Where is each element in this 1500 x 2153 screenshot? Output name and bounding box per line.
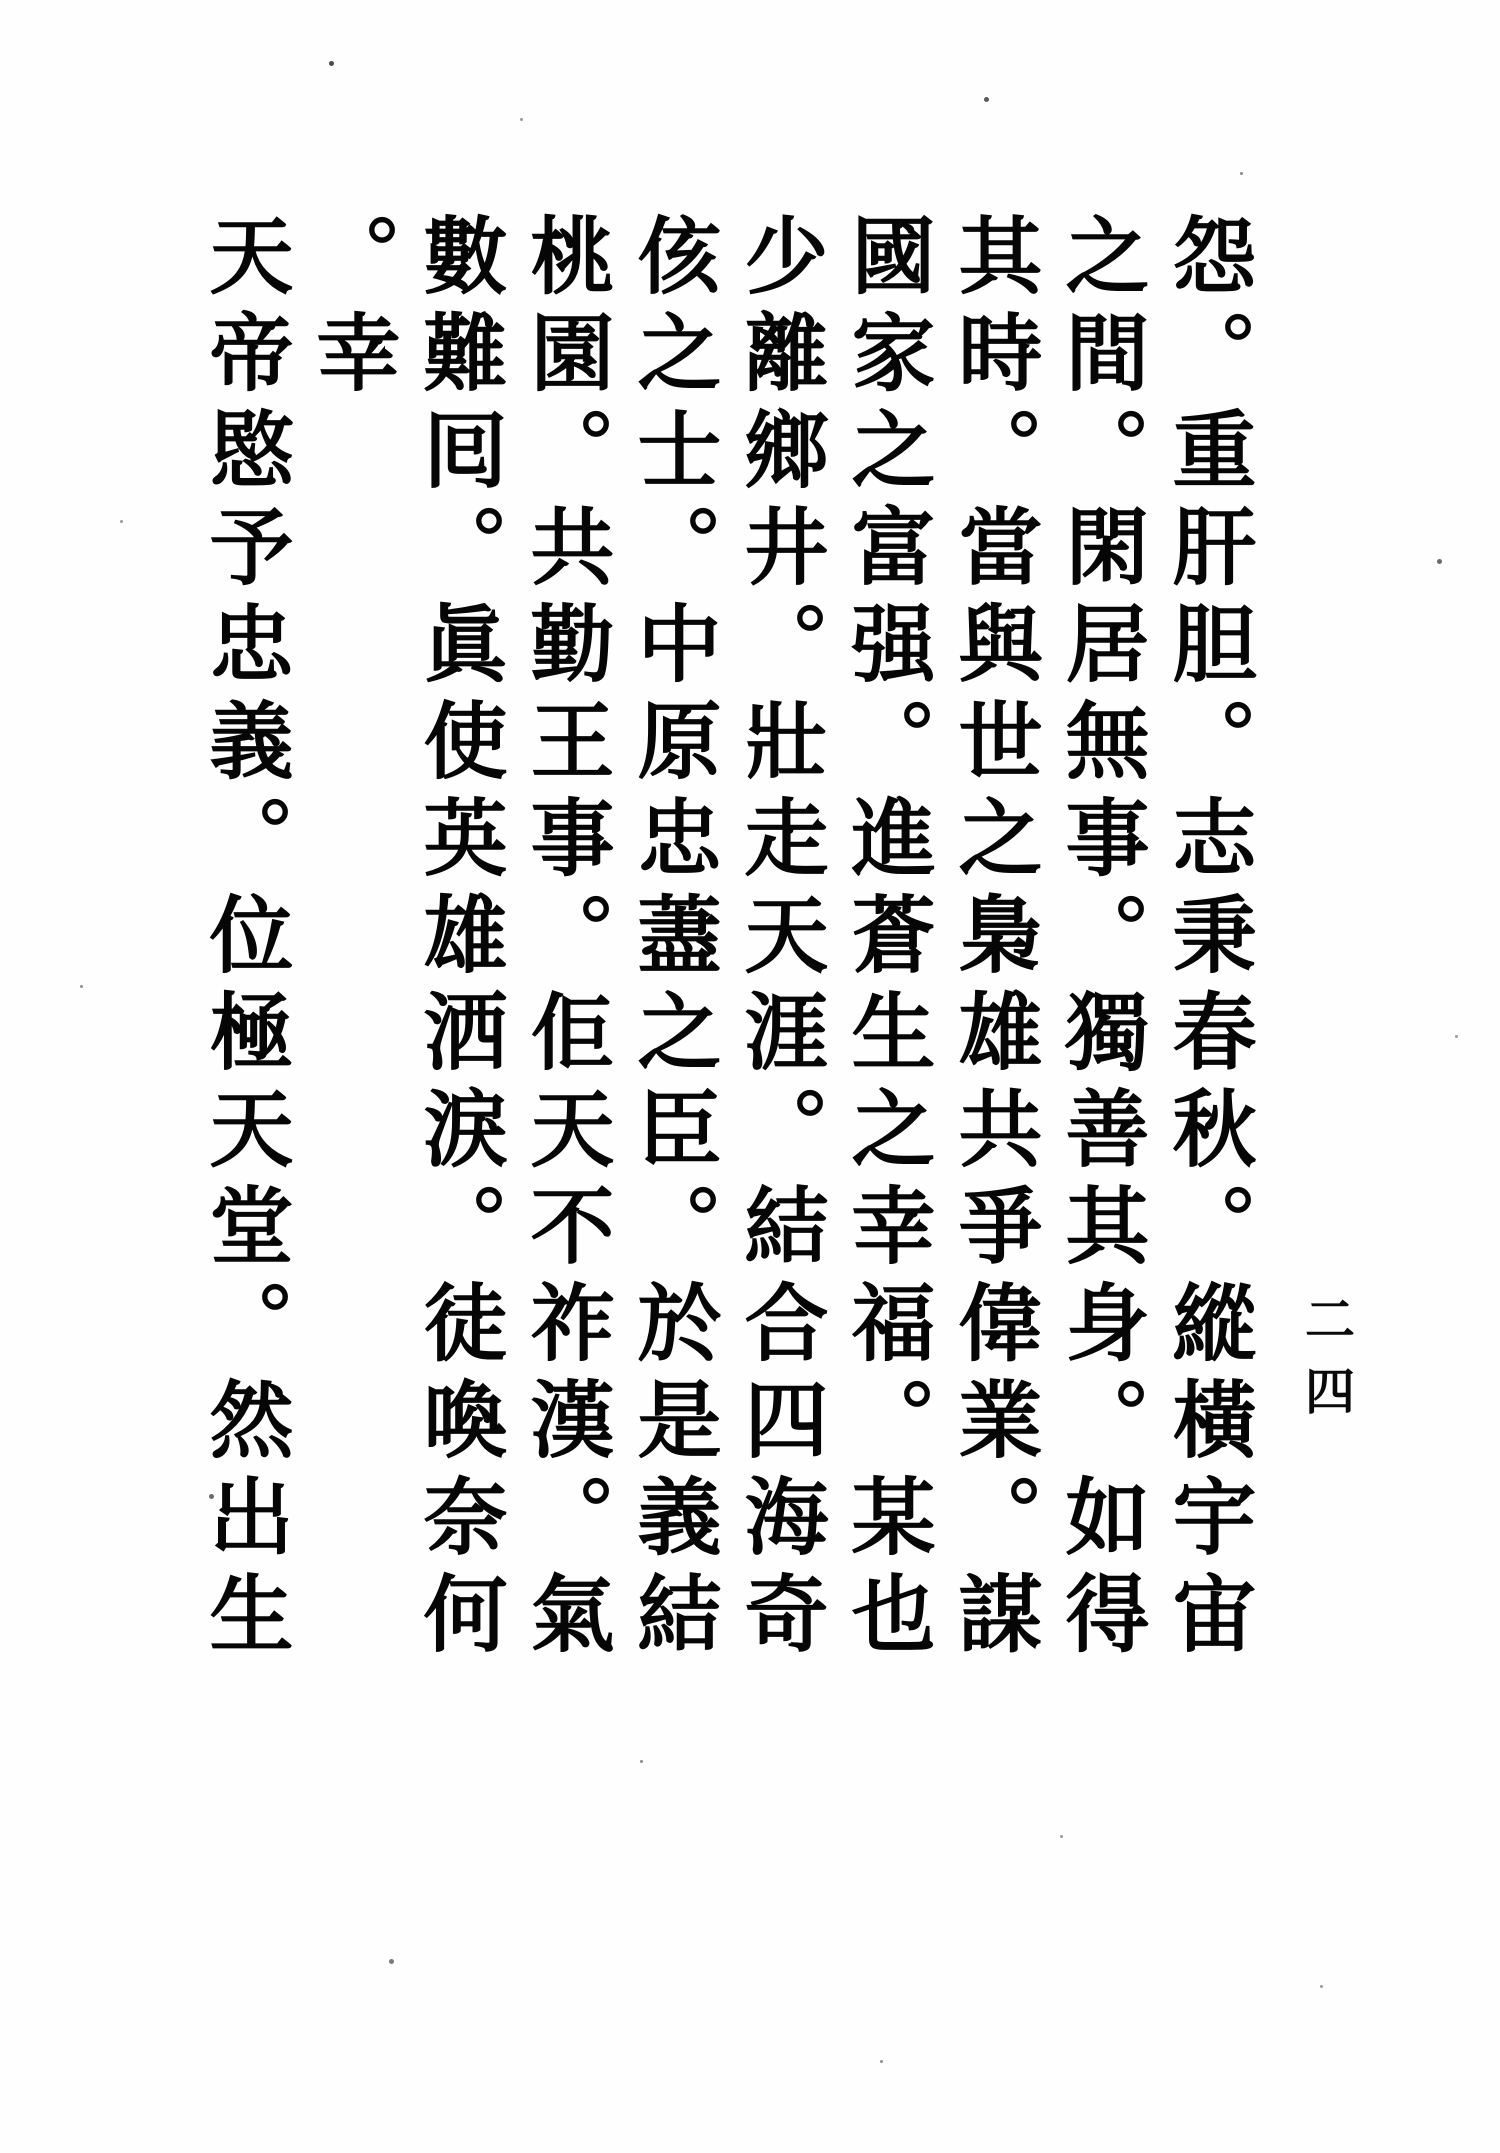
text-column-6: 侅之士。中原忠藎之臣。於是義結 xyxy=(625,212,718,1667)
text-column-4: 國家之富强。進蒼生之幸福。某也 xyxy=(839,212,932,1667)
text-column-5: 少離鄉井。壯走天涯。結合四海奇 xyxy=(732,212,825,1667)
text-column-9: 。幸 xyxy=(304,212,397,406)
text-column-1: 怨。重肝胆。志秉春秋。縱橫宇宙 xyxy=(1160,212,1253,1667)
page-number: 二四 xyxy=(1298,1293,1354,1437)
text-column-8: 數難囘。眞使英雄洒淚。徒喚奈何 xyxy=(411,212,504,1667)
text-column-2: 之間。閑居無事。獨善其身。如得 xyxy=(1053,212,1146,1667)
scan-noise-specks xyxy=(0,0,3,3)
text-column-10: 天帝愍予忠義。位極天堂。然出生 xyxy=(197,212,290,1667)
text-column-3: 其時。當與世之梟雄共爭偉業。謀 xyxy=(946,212,1039,1667)
text-column-7: 桃園。共勤王事。佢天不祚漢。氣 xyxy=(518,212,611,1667)
vertical-text-block xyxy=(188,212,1260,1682)
